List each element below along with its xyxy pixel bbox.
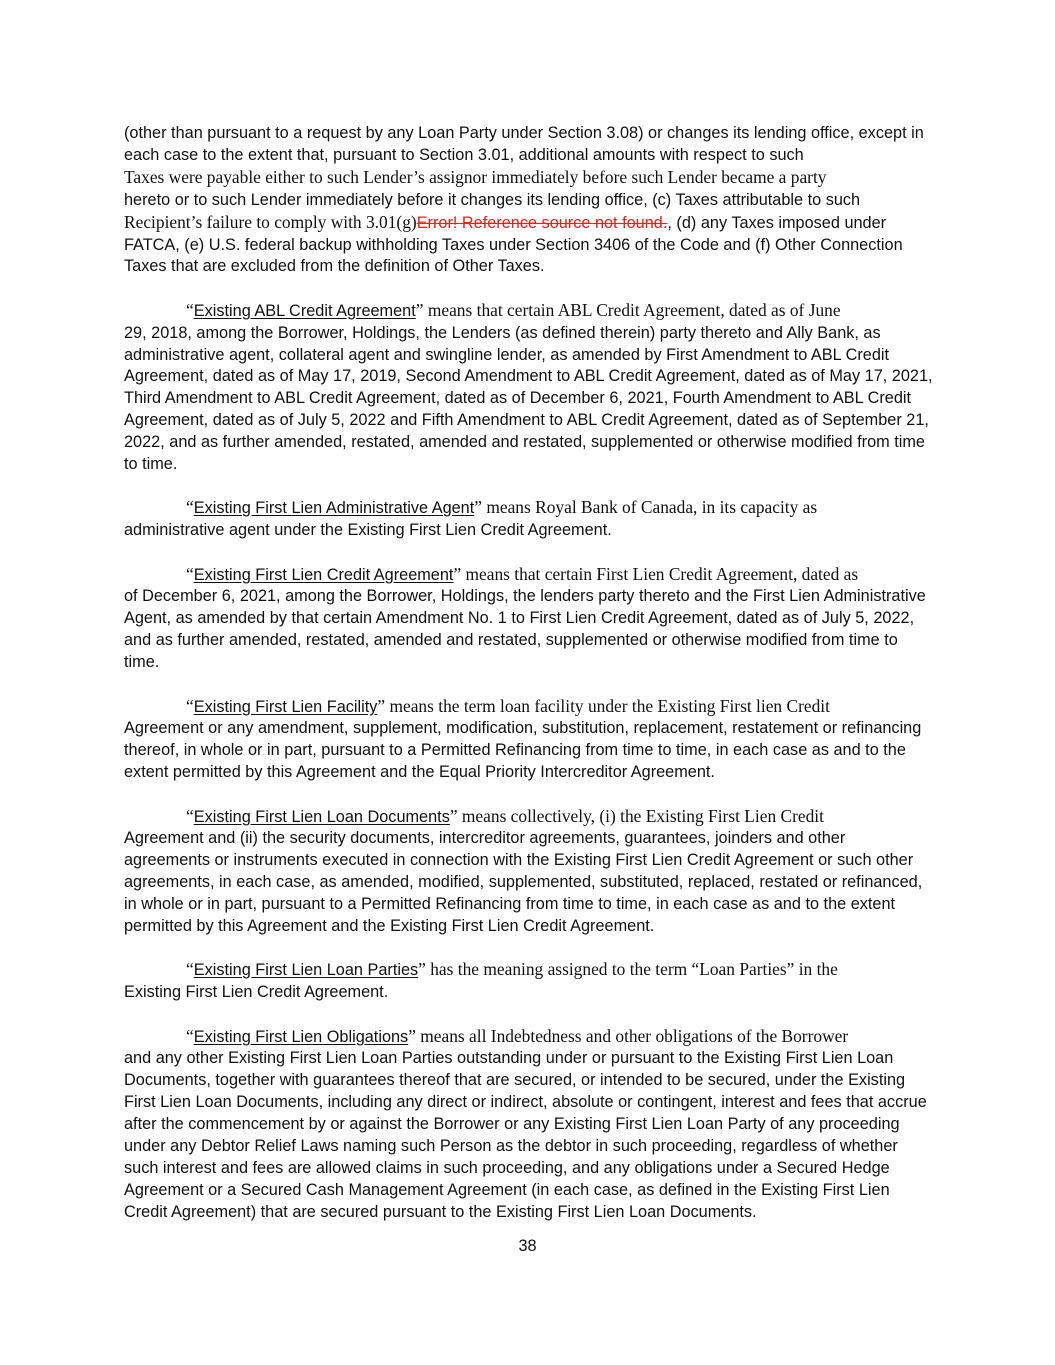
definition-existing-first-lien-obligations [124, 1026, 934, 1224]
definition-existing-first-lien-credit-agreement [124, 564, 934, 675]
open-quote: “ [186, 299, 194, 320]
document-body [124, 123, 934, 1245]
page-number: 38 [518, 1237, 537, 1255]
definition-body: 29, 2018, among the Borrower, Holdings, the Lenders (as defined therein) party thereto and Ally Bank, as administrative agent, collateral agent and swingline lender, as amended by First Amendment to ABL Credit Agreement, dated as of May 17, 2019, Second Amendment to ABL Credit Agreement, dated as of May 17, 2021, Third Amendment to ABL Credit Agreement, dated as of December 6, 2021, Fourth Amendment to ABL Credit Agreement, dated as of July 5, 2022 and Fifth Amendment to ABL Credit Agreement, dated as of September 21, 2022, and as further amended, restated, amended and restated, supplemented or otherwise modified from time to time. [124, 323, 933, 474]
open-quote: “ [186, 497, 194, 518]
defined-term: Existing ABL Credit Agreement [193, 301, 416, 320]
reference-error: Error! Reference source not found. [416, 213, 668, 232]
definition-existing-first-lien-facility [124, 696, 934, 785]
continuation-text-5: , (d) any Taxes imposed under FATCA, (e) U.S. federal backup withholding Taxes under Section 3406 of the Code and (f) Other Connection Taxes that are excluded from the definition of Other Taxes. [124, 213, 903, 276]
continuation-text-1: (other than pursuant to a request by any Loan Party under Section 3.08) or changes its lending office, except in each case to the extent that, pursuant to Section 3.01, additional amounts with respect to such [124, 124, 924, 164]
open-quote: “ [186, 805, 194, 826]
continuation-text-3: hereto or to such Lender immediately before it changes its lending office, (c) Taxes attributable to such [124, 190, 861, 209]
definition-body: administrative agent under the Existing First Lien Credit Agreement. [124, 521, 612, 540]
defined-term: Existing First Lien Credit Agreement [193, 565, 454, 584]
definition-body: Agreement or any amendment, supplement, modification, substitution, replacement, restatement or refinancing thereof, in whole or in part, pursuant to a Permitted Refinancing from time to time, in each case as and to the extent permitted by this Agreement and the Equal Priority Intercreditor Agreement. [124, 719, 922, 782]
definition-existing-first-lien-loan-parties [124, 959, 934, 1004]
continuation-paragraph [124, 123, 934, 278]
defined-term: Existing First Lien Obligations [193, 1027, 409, 1046]
definition-existing-first-lien-loan-documents [124, 806, 934, 938]
defined-term: Existing First Lien Loan Parties [193, 961, 419, 980]
definition-body: Existing First Lien Credit Agreement. [124, 983, 389, 1002]
open-quote: “ [186, 695, 194, 716]
continuation-text-4: Recipient’s failure to comply with 3.01(g) [124, 211, 417, 232]
definition-body: of December 6, 2021, among the Borrower, Holdings, the lenders party thereto and the First Lien Administrative Agent, as amended by that certain Amendment No. 1 to First Lien Credit Agreement, dated as of July 5, 2022, and as further amended, restated, amended and restated, supplemented or otherwise modified from time to time. [124, 587, 926, 672]
definition-body: and any other Existing First Lien Loan Parties outstanding under or pursuant to the Existing First Lien Loan Documents, together with guarantees thereof that are secured, or intended to be secured, under the Existing First Lien Loan Documents, including any direct or indirect, absolute or contingent, interest and fees that accrue after the commencement by or against the Borrower or any Existing First Lien Loan Party of any proceeding under any Debtor Relief Laws naming such Person as the debtor in such proceeding, regardless of whether such interest and fees are allowed claims in such proceeding, and any obligations under a Secured Hedge Agreement or a Secured Cash Management Agreement (in each case, as defined in the Existing First Lien Credit Agreement) that are secured pursuant to the Existing First Lien Loan Documents. [124, 1049, 927, 1221]
definition-lead: ” means collectively, (i) the Existing First Lien Credit [449, 805, 824, 826]
open-quote: “ [186, 959, 194, 980]
definition-existing-first-lien-administrative-agent [124, 497, 934, 542]
open-quote: “ [186, 563, 194, 584]
definition-lead: ” means Royal Bank of Canada, in its capacity as [474, 497, 818, 518]
definition-lead: ” means the term loan facility under the Existing First lien Credit [377, 695, 830, 716]
open-quote: “ [186, 1025, 194, 1046]
defined-term: Existing First Lien Loan Documents [193, 807, 450, 826]
definition-existing-abl-credit-agreement [124, 300, 934, 476]
definition-lead: ” means that certain ABL Credit Agreement, dated as of June [415, 299, 841, 320]
continuation-text-2: Taxes were payable either to such Lender’s assignor immediately before such Lender became a party [124, 166, 827, 187]
definition-lead: ” means that certain First Lien Credit Agreement, dated as [453, 563, 859, 584]
defined-term: Existing First Lien Administrative Agent [193, 499, 475, 518]
defined-term: Existing First Lien Facility [193, 697, 378, 716]
definition-body: Agreement and (ii) the security documents, intercreditor agreements, guarantees, joinders and other agreements or instruments executed in connection with the Existing First Lien Credit Agreement or such other agreements, in each case, as amended, modified, supplemented, substituted, replaced, restated or refinanced, in whole or in part, pursuant to a Permitted Refinancing from time to time, in each case as and to the extent permitted by this Agreement and the Existing First Lien Credit Agreement. [124, 829, 923, 936]
definition-lead: ” means all Indebtedness and other obligations of the Borrower [408, 1025, 849, 1046]
definition-lead: ” has the meaning assigned to the term “Loan Parties” in the [418, 959, 838, 980]
